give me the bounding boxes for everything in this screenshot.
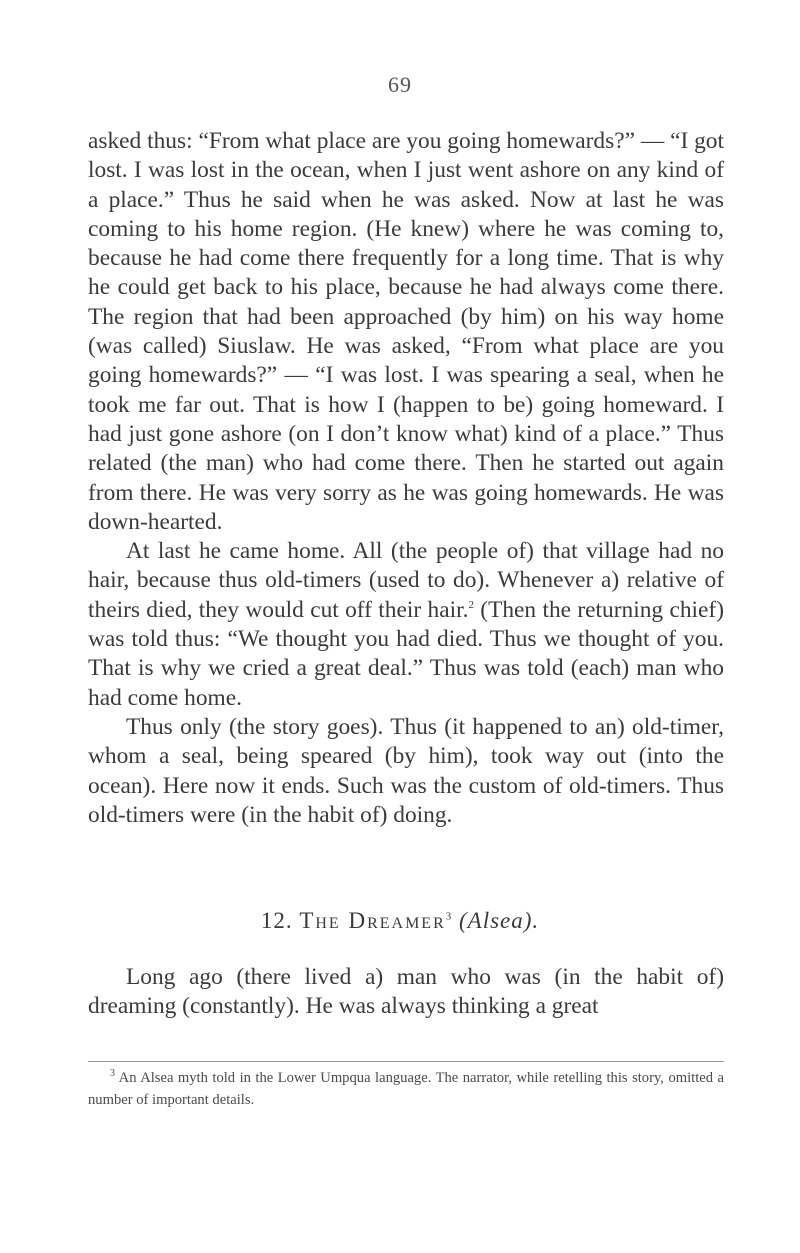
footnote-reference[interactable]: 3 bbox=[445, 910, 453, 923]
body-text bbox=[88, 127, 724, 830]
section-body-text bbox=[88, 963, 724, 1022]
paragraph: Long ago (there lived a) man who was (in the habit of) dreaming (constantly). He was always thinking a great bbox=[88, 964, 724, 1020]
section-subtitle: (Alsea). bbox=[459, 908, 540, 933]
section-number: 12. bbox=[260, 908, 293, 933]
section-heading bbox=[0, 908, 800, 934]
footnote-reference[interactable]: 2 bbox=[468, 598, 474, 611]
footnote-text: An Alsea myth told in the Lower Umpqua language. The narrator, while retelling this story, omitted a number of important details. bbox=[88, 1070, 724, 1108]
footnote-marker: 3 bbox=[110, 1068, 115, 1080]
paragraph-text: (Then the returning chief) was told thus: “We thought you had died. Thus we thought of you. That is why we cried a great deal.” Thus was told (each) man who had come home. bbox=[88, 596, 725, 711]
paragraph bbox=[88, 537, 724, 713]
section-title: The Dreamer bbox=[299, 908, 446, 933]
page-number: 69 bbox=[388, 72, 412, 97]
paragraph: Thus only (the story goes). Thus (it happened to an) old-timer, whom a seal, being speared (by him), took way out (into the ocean). Here now it ends. Such was the custom of old-timers. Thus old-timers were (in the habit of) doing. bbox=[88, 713, 724, 828]
paragraph: asked thus: “From what place are you going homewards?” — “I got lost. I was lost in the ocean, when I just went ashore on any kind of a place.” Thus he said when he was asked. Now at last he was coming to his home region. (He knew) where he was coming to, because he had come there frequently for a long time. That is why he could get back to his place, because he had always come there. The region that had been approached (by him) on his way home (was called) Siuslaw. He was asked, “From what place are you going homewards?” — “I was lost. I was spearing a seal, when he took me far out. That is how I (happen to be) going homeward. I had just gone ashore (on I don’t know what) kind of a place.” Thus related (the man) who had come there. Then he started out again from there. He was very sorry as he was going homewards. He was down-hearted. bbox=[88, 128, 724, 535]
footnote bbox=[88, 1067, 724, 1111]
paragraph-text: At last he came home. All (the people of) that village had no hair, because thus old-timers (used to do). Whenever a) relative of theirs died, they would cut off their hair. bbox=[88, 538, 724, 623]
footnote-divider bbox=[88, 1061, 724, 1062]
